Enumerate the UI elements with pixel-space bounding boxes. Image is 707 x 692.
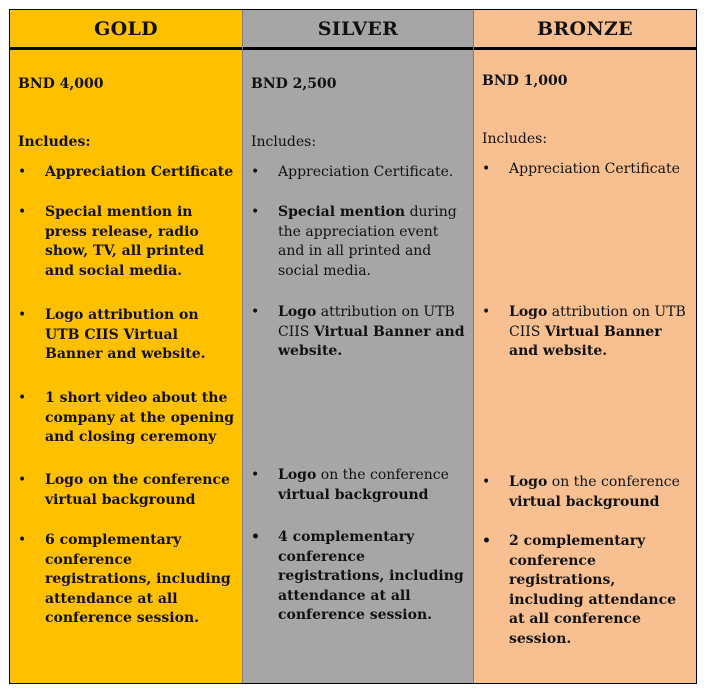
- bullet: •: [251, 467, 260, 483]
- gold-item-registrations: • 6 complementary conference registrations, including attendance at all conference session.: [18, 532, 231, 626]
- gold-header: GOLD: [10, 10, 242, 50]
- bronze-header: BRONZE: [474, 10, 696, 50]
- silver-header: SILVER: [243, 10, 473, 50]
- bronze-item-virtual-background: • Logo on the conference virtual background: [482, 474, 680, 510]
- bullet: •: [18, 204, 27, 220]
- bullet: •: [482, 533, 491, 549]
- bronze-column: [474, 10, 696, 683]
- silver-item-certificate: • Appreciation Certificate.: [251, 163, 467, 183]
- sponsorship-table: [9, 9, 697, 684]
- gold-item-short-video: • 1 short video about the company at the opening and closing ceremony: [18, 390, 235, 445]
- gold-includes-label: Includes:: [18, 134, 91, 150]
- bullet: •: [482, 474, 491, 490]
- bullet: •: [251, 204, 260, 220]
- silver-item-registrations: • 4 complementary conference registrations, including attendance at all conference session.: [251, 529, 464, 623]
- gold-item-certificate: • Appreciation Certificate: [18, 163, 236, 183]
- silver-item-special-mention: • Special mention during the appreciation event and in all printed and social media.: [251, 204, 457, 279]
- bronze-price: BND 1,000: [482, 73, 568, 89]
- silver-item-virtual-background: • Logo on the conference virtual background: [251, 467, 449, 503]
- bullet: •: [18, 164, 27, 180]
- bronze-item-registrations: • 2 complementary conference registrations, including attendance at all conference session.: [482, 533, 677, 647]
- bullet: •: [482, 304, 491, 320]
- bronze-item-logo-attribution: • Logo attribution on UTB CIIS Virtual Banner and website.: [482, 304, 686, 359]
- bullet: •: [251, 164, 260, 180]
- bronze-item-certificate: • Appreciation Certificate: [482, 160, 690, 180]
- gold-price: BND 4,000: [18, 76, 104, 92]
- silver-includes-label: Includes:: [251, 134, 317, 150]
- bullet: •: [251, 529, 260, 545]
- gold-item-virtual-background: • Logo on the conference virtual background: [18, 472, 230, 508]
- gold-item-special-mention: • Special mention in press release, radio show, TV, all printed and social media.: [18, 204, 205, 279]
- bullet: •: [18, 472, 27, 488]
- bronze-includes-label: Includes:: [482, 131, 548, 147]
- silver-price: BND 2,500: [251, 76, 337, 92]
- silver-column: [243, 10, 474, 683]
- gold-column: [10, 10, 243, 683]
- bullet: •: [482, 161, 491, 177]
- silver-item-logo-attribution: • Logo attribution on UTB CIIS Virtual Banner and website.: [251, 304, 465, 359]
- bullet: •: [251, 304, 260, 320]
- bullet: •: [18, 532, 27, 548]
- gold-item-logo-attribution: • Logo attribution on UTB CIIS Virtual Banner and website.: [18, 307, 206, 362]
- bullet: •: [18, 390, 27, 406]
- bullet: •: [18, 307, 27, 323]
